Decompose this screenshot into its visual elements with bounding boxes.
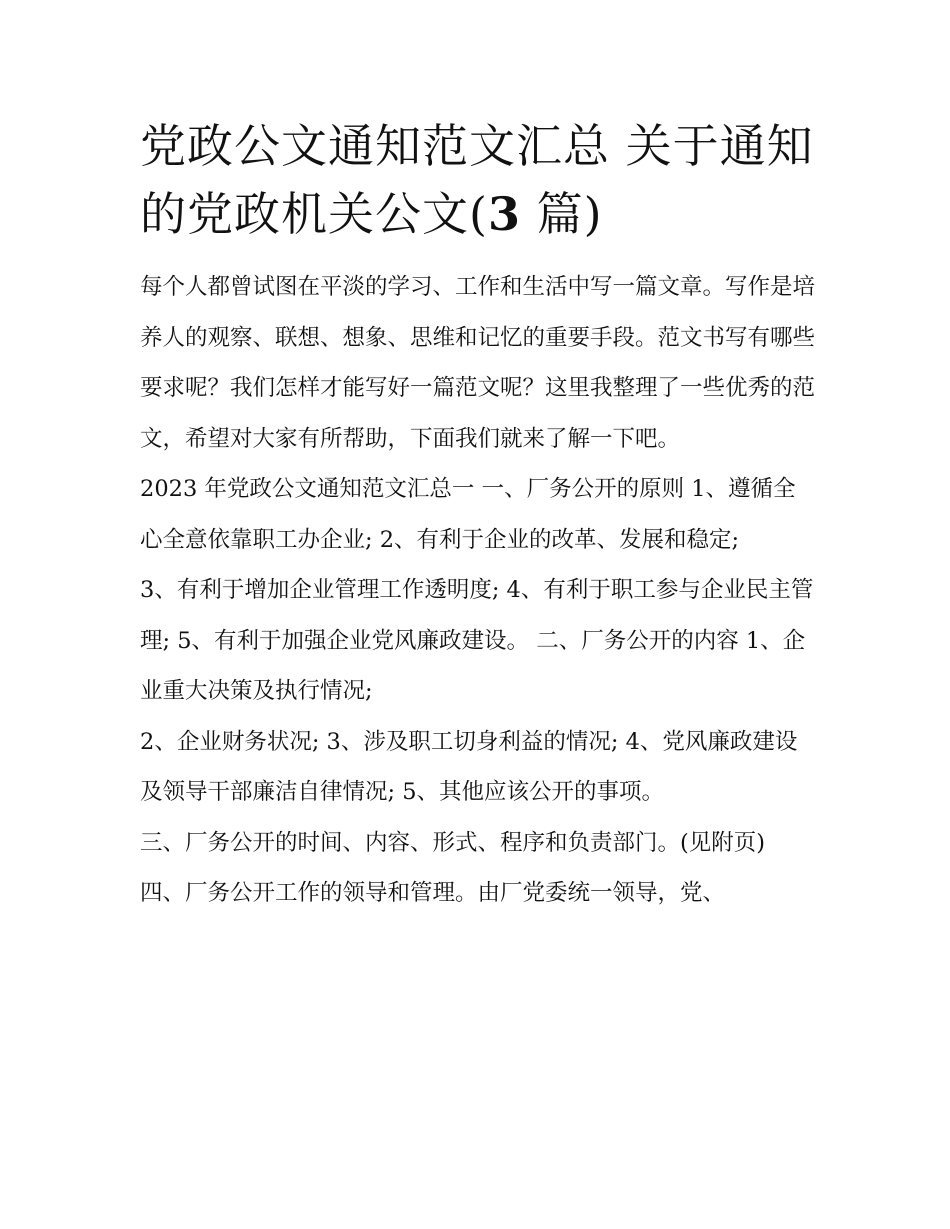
paragraph-4: 三、厂务公开的时间、内容、形式、程序和负责部门。(见附页) — [140, 829, 766, 856]
paragraph-5: 四、厂务公开工作的领导和管理。由厂党委统一领导，党、 — [140, 880, 726, 906]
title-number: 3 — [487, 187, 521, 241]
document-title — [140, 112, 815, 248]
title-main: 党政公文通知范文汇总 关于通知的党政机关公文( — [140, 119, 814, 241]
paragraph-intro: 每个人都曾试图在平淡的学习、工作和生活中写一篇文章。写作是培养人的观察、联想、想象、思维和记忆的重要手段。范文书写有哪些要求呢？我们怎样才能写好一篇范文呢？这里我整理了一些优秀的范文，希望对大家有所帮助，下面我们就来了解一下吧。 — [140, 274, 816, 452]
paragraph-1: 2023 年党政公文通知范文汇总一 一、厂务公开的原则 1、遵循全心全意依靠职工办企业; 2、有利于企业的改革、发展和稳定; — [140, 476, 796, 553]
paragraph-2: 3、有利于增加企业管理工作透明度; 4、有利于职工参与企业民主管理; 5、有利于加强企业党风廉政建设。 二、厂务公开的内容 1、企业重大决策及执行情况; — [140, 577, 814, 704]
paragraph-3: 2、企业财务状况; 3、涉及职工切身利益的情况; 4、党风廉政建设及领导干部廉洁自律情况; 5、其他应该公开的事项。 — [140, 728, 798, 805]
document-page — [140, 112, 815, 919]
title-tail: 篇) — [520, 187, 603, 241]
